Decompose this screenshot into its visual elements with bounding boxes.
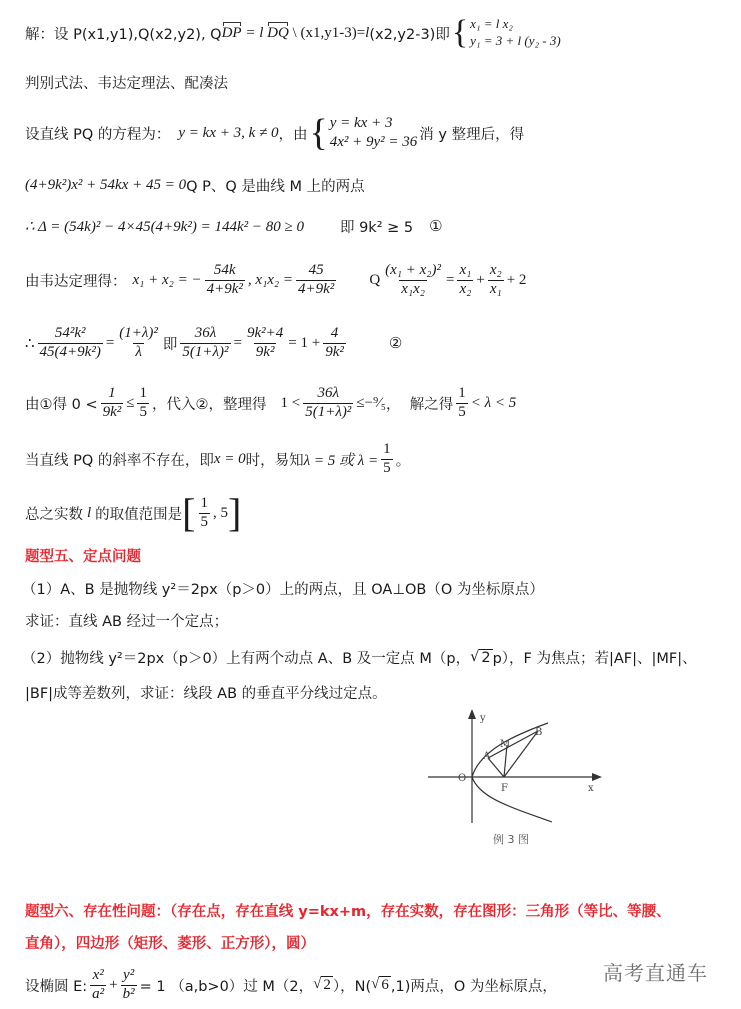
equals-one-plus: = 1 + xyxy=(288,334,321,351)
le: ≤ xyxy=(356,394,365,411)
radicand: 2 xyxy=(323,977,331,993)
quadratic-eq: (4+9k²)x² + 54kx + 45 = 0 xyxy=(25,177,187,193)
prefix: 当直线 PQ 的斜率不存在，即 xyxy=(25,452,214,469)
prefix: 总之实数 xyxy=(25,506,83,523)
num: 1 xyxy=(458,385,466,402)
section-heading-6 xyxy=(25,900,671,921)
num: 54²k² xyxy=(54,325,86,342)
vieta-line xyxy=(25,256,526,304)
cond: x = 0 xyxy=(213,450,246,467)
num: 36λ xyxy=(317,385,339,402)
parabola-figure xyxy=(420,705,610,850)
num: 54k xyxy=(213,262,236,279)
quadratic-line xyxy=(25,175,365,196)
prod-lhs: , x₁x₂ = xyxy=(247,271,294,288)
a-frac xyxy=(457,262,473,298)
end: 。 xyxy=(395,452,411,469)
den: 5(1+λ)² xyxy=(305,403,352,420)
f2 xyxy=(121,967,137,1003)
mid: 时，易知 xyxy=(245,452,304,469)
equals: = xyxy=(233,334,242,351)
y-axis-label: y xyxy=(480,713,486,724)
tail: , 5 xyxy=(213,504,228,521)
point-m-label: M xyxy=(500,739,511,750)
problem-2 xyxy=(22,647,697,668)
le: ≤ xyxy=(126,394,135,411)
f1 xyxy=(90,967,106,1003)
setup-mid: \ (x1,y1-3)= xyxy=(288,24,366,41)
discriminant-result: 即 9k² ≥ 5 xyxy=(339,220,414,236)
quadratic-suffix: Q P、Q 是曲线 M 上的两点 xyxy=(186,179,365,195)
parabola-diagram xyxy=(420,705,610,850)
num: 36λ xyxy=(194,325,217,342)
prod-frac xyxy=(296,262,336,298)
discriminant-line xyxy=(25,216,443,237)
system-row-2: 4x² + 9y² = 36 xyxy=(329,134,418,150)
sqrt: √ 2 xyxy=(470,649,491,666)
vieta-prefix: 由韦达定理得： xyxy=(25,273,127,290)
setup-after: (x2,y2-3)即 xyxy=(369,26,450,43)
var: l xyxy=(87,504,92,521)
methods-text: 判别式法、韦达定理法、配凑法 xyxy=(25,76,228,92)
x-axis-label: x xyxy=(588,783,594,794)
f2 xyxy=(137,385,149,421)
num: 1 xyxy=(139,385,147,402)
b-frac xyxy=(488,262,504,298)
focus-label: F xyxy=(501,783,508,794)
den: 5 xyxy=(139,403,147,420)
heading-text: 题型五、定点问题 xyxy=(25,549,141,565)
den: 5 xyxy=(383,459,391,476)
setup-prefix: 解：设 P(x1,y1),Q(x2,y2), Q xyxy=(25,26,222,43)
point-b-label: B xyxy=(535,727,543,738)
problem-2-cont-text: |BF|成等差数列，求证：线段 AB 的垂直平分线过定点。 xyxy=(25,686,387,702)
mid2: ），N( xyxy=(332,978,372,995)
origin-label: O xyxy=(458,773,467,784)
section-heading-5 xyxy=(25,545,141,566)
den: a² xyxy=(92,985,105,1002)
sum-lhs: x₁ + x₂ = − xyxy=(132,271,202,288)
f4 xyxy=(245,325,285,361)
f3 xyxy=(303,385,353,421)
vector-dq: DQ xyxy=(267,24,289,41)
num: x² xyxy=(92,967,104,984)
sqrt-2: √ 2 xyxy=(313,976,331,993)
range-derivation-line xyxy=(25,378,516,428)
ellipse-problem xyxy=(25,962,557,1008)
lambda-l: l xyxy=(365,24,370,41)
therefore: ∴ xyxy=(25,335,35,352)
den: 5 xyxy=(200,513,208,530)
problem-1 xyxy=(22,578,544,599)
equals: = xyxy=(446,271,455,288)
mid: ，代入②，整理得 xyxy=(151,396,267,413)
problem-2-a: （2）抛物线 y²＝2px（p＞0）上有两个动点 A、B 及一定点 M（p， xyxy=(22,651,471,667)
f xyxy=(199,495,211,531)
line-eq-formula: y = kx + 3, k ≠ 0 xyxy=(178,124,279,141)
num: (x₁ + x₂)² xyxy=(385,262,442,279)
num: y² xyxy=(123,967,135,984)
system-line-ellipse: { y = kx + 3 4x² + 9y² = 36 xyxy=(309,112,418,154)
den: 9k² xyxy=(255,343,275,360)
num: x₁ xyxy=(459,262,472,279)
left-bracket: [ xyxy=(182,490,196,535)
system-row-2: y₁ = 3 + l (y₂ - 3) xyxy=(470,33,561,48)
equals: = xyxy=(105,334,115,351)
problem-2-b: p），F 为焦点；若|AF|、|MF|、 xyxy=(492,651,697,667)
prove-1 xyxy=(25,610,228,631)
conclusion-line xyxy=(25,490,241,536)
den: 9k² xyxy=(325,343,344,360)
plus: + xyxy=(109,976,118,993)
heading-6-cont-text: 直角），四边形（矩形、菱形、正方形），圆） xyxy=(25,936,315,952)
den: λ xyxy=(135,343,142,360)
problem-1-text: （1）A、B 是抛物线 y²＝2px（p＞0）上的两点，且 OA⊥OB（O 为坐标原点） xyxy=(22,582,544,598)
num: 9k²+4 xyxy=(246,325,284,342)
line-equation xyxy=(25,108,524,158)
tail: < λ < 5 xyxy=(470,394,517,411)
num: 4 xyxy=(330,325,339,342)
mid2: ， 解之得 xyxy=(385,396,454,413)
mid: = 1 （a,b>0）过 M（2， xyxy=(139,978,314,995)
heading-6-text: 题型六、存在性问题：（存在点，存在直线 y=kx+m，存在实数，存在图形：三角形（等比、等腰、 xyxy=(25,904,671,920)
den: 4+9k² xyxy=(206,280,243,297)
den: 45(4+9k²) xyxy=(39,343,101,360)
section-heading-6-cont xyxy=(25,932,315,953)
prefix: 由①得 0 < xyxy=(25,396,98,413)
num: 1 xyxy=(200,495,208,512)
problem-2-cont xyxy=(25,682,387,703)
sqrt-6: √ 6 xyxy=(371,976,389,993)
sum-frac xyxy=(205,262,245,298)
vertical-slope-line xyxy=(25,436,411,482)
figure-caption: 例 3 图 xyxy=(493,833,529,846)
prefix: 设椭圆 E: xyxy=(25,978,88,995)
watermark: 高考直通车 xyxy=(603,961,708,985)
num: (1+λ)² xyxy=(119,325,158,342)
system-row-1: y = kx + 3 xyxy=(329,114,393,131)
line-eq-suffix: 消 y 整理后，得 xyxy=(419,126,525,143)
f4: −⁹⁄₅ xyxy=(364,394,386,411)
den: x₂ xyxy=(459,280,472,297)
f5 xyxy=(456,385,468,421)
plus-two: + 2 xyxy=(506,271,527,288)
radicand: 6 xyxy=(381,977,389,993)
den: 4+9k² xyxy=(298,280,335,297)
marker-2: ② xyxy=(388,335,403,352)
mid: 的取值范围是 xyxy=(95,506,183,523)
vector-eq: = l xyxy=(241,24,268,41)
f1 xyxy=(38,325,103,361)
vector-dp: DP xyxy=(221,24,242,41)
den: b² xyxy=(122,985,135,1002)
f3 xyxy=(180,325,230,361)
line-eq-mid: ，由 xyxy=(278,126,308,143)
num: 1 xyxy=(383,441,391,458)
values: λ = 5 或 λ = xyxy=(303,452,379,469)
marker-1: ① xyxy=(429,219,443,235)
system-vector-relation: { x₁ = l x₂ y₁ = 3 + l (y₂ - 3) xyxy=(451,14,561,51)
discriminant-eq: ∴ Δ = (54k)² − 4×45(4+9k²) = 144k² − 80 ≥ 0 xyxy=(25,219,304,235)
point-a-label: A xyxy=(483,751,491,762)
den: 5(1+λ)² xyxy=(182,343,229,360)
f1 xyxy=(101,385,124,421)
f xyxy=(381,441,393,477)
ji: 即 xyxy=(162,336,178,353)
num: 1 xyxy=(108,385,116,402)
num: x₂ xyxy=(489,262,502,279)
one-lt: 1 < xyxy=(280,394,301,411)
solution-setup-line xyxy=(25,12,563,54)
radicand: 2 xyxy=(481,650,491,666)
den: 9k² xyxy=(102,403,122,420)
q-symbol: Q xyxy=(369,271,381,288)
methods-line xyxy=(25,72,228,93)
prove-1-text: 求证：直线 AB 经过一个定点； xyxy=(25,614,229,630)
tail: ,1)两点，O 为坐标原点， xyxy=(390,978,557,995)
den: 5 xyxy=(458,403,466,420)
lambda-relation-line xyxy=(25,318,402,368)
ratio-frac xyxy=(383,262,443,298)
f5 xyxy=(323,325,346,361)
line-eq-prefix: 设直线 PQ 的方程为： xyxy=(25,126,171,143)
num: 45 xyxy=(308,262,324,279)
den: x₁ xyxy=(489,280,502,297)
plus: + xyxy=(476,271,485,288)
system-row-1: x₁ = l x₂ xyxy=(470,16,513,32)
right-bracket: ] xyxy=(228,490,242,535)
den: x₁x₂ xyxy=(401,280,425,297)
f2 xyxy=(117,325,160,361)
